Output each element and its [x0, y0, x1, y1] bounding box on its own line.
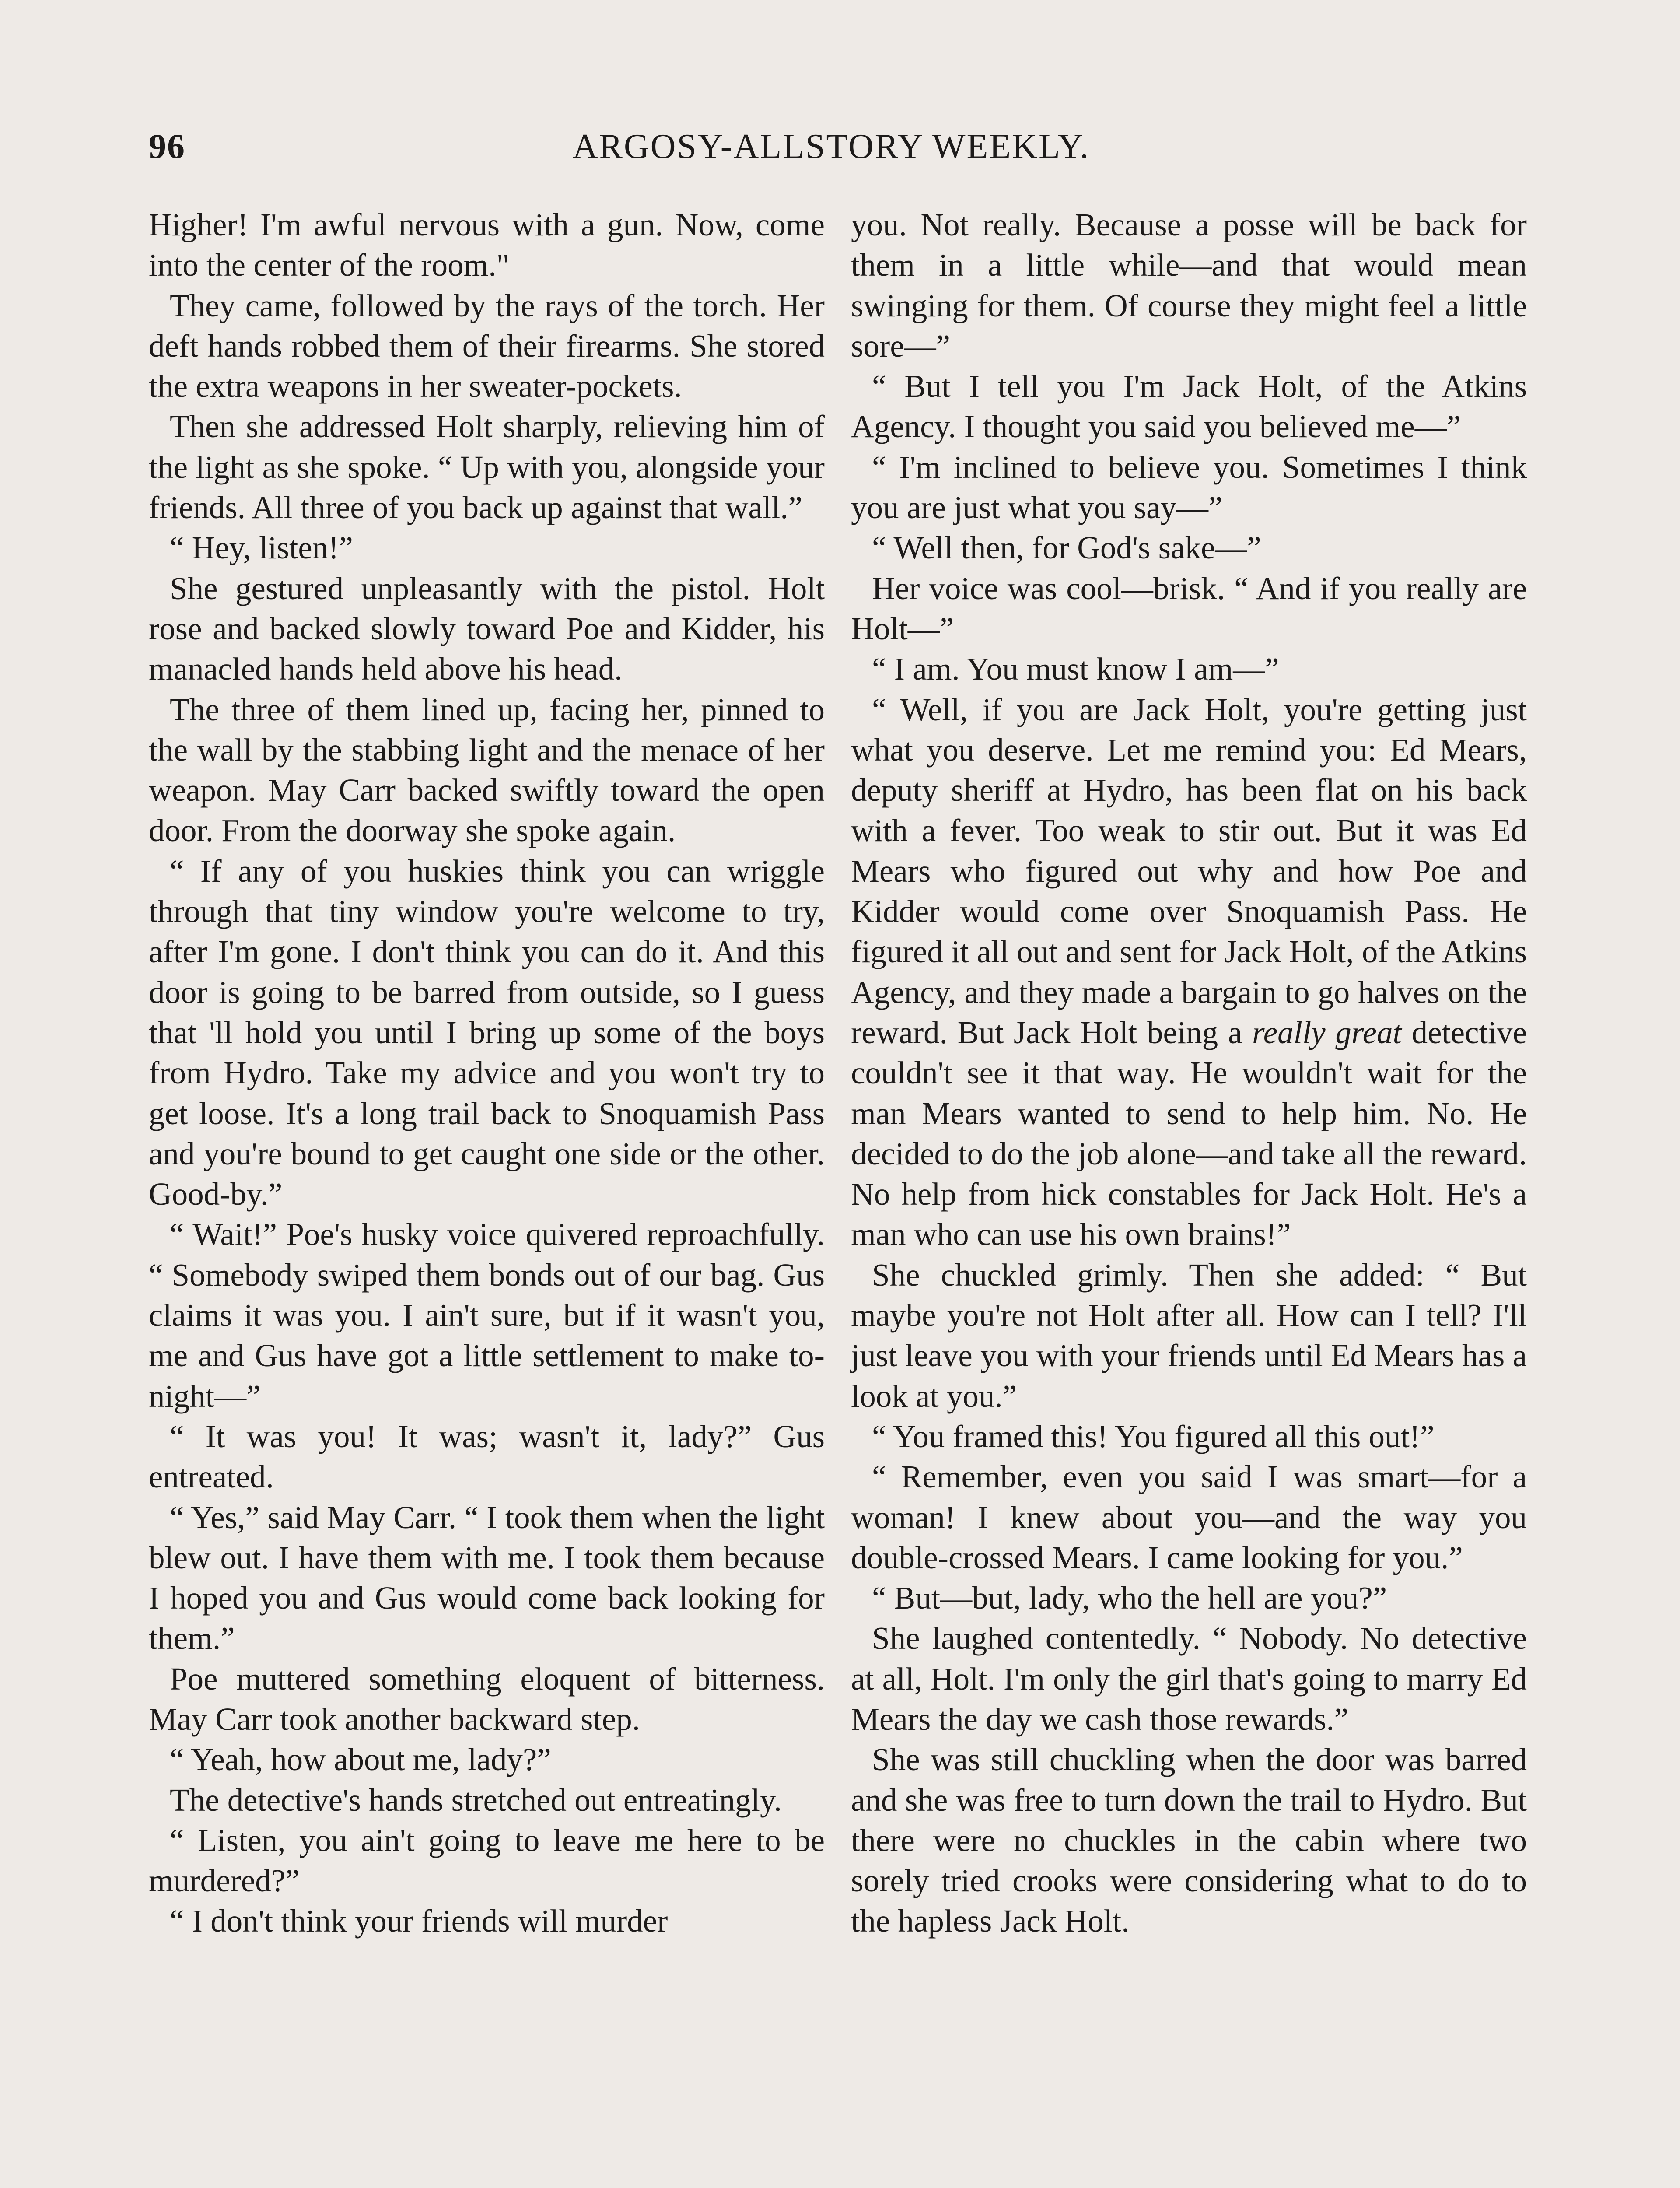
right-column [851, 205, 1527, 1942]
paragraph-text: “ Well, if you are Jack Holt, you're getting just what you deserve. Let me remind you: Ed Mears, deputy sheriff at Hydro, has been flat on his back with a fever. Too weak to stir out. But it was Ed Mears who figured out why and how Poe and Kidder would come over Snoquamish Pass. He figured it all out and sent for Jack Holt, of the Atkins Agency, and they made a bargain to go halves on the reward. But Jack Holt being a [851, 691, 1527, 1050]
paragraph: She chuckled grimly. Then she added: “ But maybe you're not Holt after all. How can I tell? I'll just leave you with your friends until Ed Mears has a look at you.” [851, 1257, 1527, 1414]
paragraph: “ You framed this! You figured all this out!” [872, 1418, 1435, 1454]
paragraph [851, 690, 1527, 1255]
paragraph: “ Yes,” said May Carr. “ I took them when the light blew out. I have them with me. I took them because I hoped you and Gus would come back looking for them.” [149, 1499, 825, 1656]
paragraph: She laughed contentedly. “ Nobody. No detective at all, Holt. I'm only the girl that's going to marry Ed Mears the day we cash those rewards.” [851, 1620, 1527, 1737]
paragraph: “ It was you! It was; wasn't it, lady?” Gus entreated. [149, 1418, 825, 1495]
paragraph: you. Not really. Because a posse will be back for them in a little while—and that would mean swinging for them. Of course they might feel a little sore—” [851, 207, 1527, 364]
paragraph: “ I don't think your friends will murder [170, 1903, 668, 1939]
paragraph: “ Remember, even you said I was smart—for a woman! I knew about you—and the way you double-crossed Mears. I came looking for you.” [851, 1459, 1527, 1575]
paragraph: “ But I tell you I'm Jack Holt, of the Atkins Agency. I thought you said you believed me—” [851, 368, 1527, 445]
paragraph: They came, followed by the rays of the torch. Her deft hands robbed them of their firearms. She stored the extra weapons in her sweater-pockets. [149, 288, 825, 404]
paragraph: “ Listen, you ain't going to leave me here to be murdered?” [149, 1822, 825, 1899]
paragraph: “ I'm inclined to believe you. Sometimes I think you are just what you say—” [851, 449, 1527, 526]
paragraph: “ I am. You must know I am—” [872, 651, 1279, 687]
paragraph: Higher! I'm awful nervous with a gun. Now, come into the center of the room." [149, 207, 825, 283]
running-title: ARGOSY-ALLSTORY WEEKLY. [572, 127, 1090, 166]
paragraph-text: detective couldn't see it that way. He wouldn't wait for the man Mears wanted to send to help him. No. He decided to do the job alone—and take all the reward. No help from hick constables for Jack Holt. He's a man who can use his own brains!” [851, 1014, 1527, 1252]
paragraph: “ If any of you huskies think you can wriggle through that tiny window you're welcome to try, after I'm gone. I don't think you can do it. And this door is going to be barred from outside, so I guess that 'll hold you until I bring up some of the boys from Hydro. Take my advice and you won't try to get loose. It's a long trail back to Snoquamish Pass and you're bound to get caught one side or the other. Good-by.” [149, 853, 825, 1212]
paragraph: “ Yeah, how about me, lady?” [170, 1742, 551, 1778]
left-column [149, 205, 825, 1942]
paragraph: The detective's hands stretched out entreatingly. [170, 1782, 782, 1818]
emphasis-text: really great [1252, 1014, 1402, 1050]
page-header [149, 127, 1514, 175]
paragraph: “ But—but, lady, who the hell are you?” [872, 1580, 1387, 1616]
paragraph: Then she addressed Holt sharply, relieving him of the light as she spoke. “ Up with you, alongside your friends. All three of you back up against that wall.” [149, 409, 825, 526]
paragraph: She gestured unpleasantly with the pistol. Holt rose and backed slowly toward Poe and Kidder, his manacled hands held above his head. [149, 570, 825, 687]
paragraph: “ Wait!” Poe's husky voice quivered reproachfully. “ Somebody swiped them bonds out of our bag. Gus claims it was you. I ain't sure, but if it wasn't you, me and Gus have got a little settlement to make to-night—” [149, 1217, 825, 1414]
paragraph: “ Hey, listen!” [170, 530, 353, 566]
paragraph: She was still chuckling when the door was barred and she was free to turn down the trail to Hydro. But there were no chuckles in the cabin where two sorely tried crooks were considering what to do to the hapless Jack Holt. [851, 1742, 1527, 1939]
paragraph: Her voice was cool—brisk. “ And if you really are Holt—” [851, 570, 1527, 646]
paragraph: Poe muttered something eloquent of bitterness. May Carr took another backward step. [149, 1661, 825, 1737]
paragraph: “ Well then, for God's sake—” [872, 530, 1261, 566]
page-number: 96 [149, 127, 186, 166]
paragraph: The three of them lined up, facing her, pinned to the wall by the stabbing light and the menace of her weapon. May Carr backed swiftly toward the open door. From the doorway she spoke again. [149, 691, 825, 849]
